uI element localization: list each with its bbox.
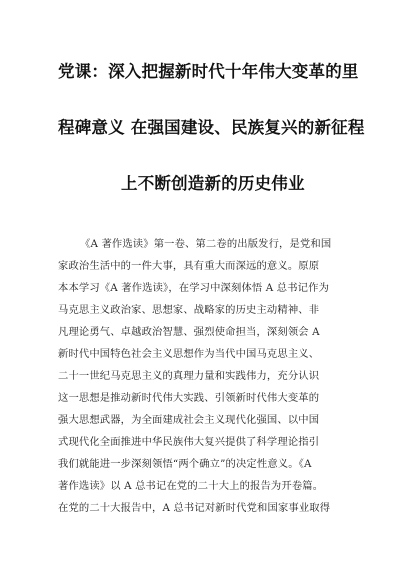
body-line-11: 我们就能进一步深刻领悟“两个确立”的决定性意义。《A [58,458,312,470]
title-line-3: 上不断创造新的历史伟业 [121,174,305,193]
title-line-1: 党课：深入把握新时代十年伟大变革的里 [58,62,359,81]
body-line-9: 强大思想武器，为全面建成社会主义现代化强国、以中国 [58,414,320,426]
body-line-7: 二十一世纪马克思主义的真理力量和实践伟力，充分认识 [58,370,320,382]
body-line-4: 马克思主义政治家、思想家、战略家的历史主动精神、非 [58,304,320,316]
body-line-2: 家政治生活中的一件大事，具有重大而深远的意义。原原 [58,260,320,272]
body-line-13: 在党的二十大报告中，A 总书记对新时代党和国家事业取得 [58,502,331,514]
body-line-10: 式现代化全面推进中华民族伟大复兴提供了科学理论指引 [58,436,320,448]
body-line-8: 这一思想是推动新时代伟大实践、引领新时代伟大变革的 [58,392,320,404]
body-line-5: 凡理论勇气、卓越政治智慧、强烈使命担当，深刻领会 A [58,326,320,338]
title-line-2: 程碑意义 在强国建设、民族复兴的新征程 [58,118,365,137]
body-line-1: 《A 著作选读》第一卷、第二卷的出版发行，是党和国 [80,238,332,250]
body-line-6: 新时代中国特色社会主义思想作为当代中国马克思主义、 [58,348,320,360]
body-line-3: 本本学习《A 著作选读》，在学习中深刻体悟 A 总书记作为 [58,282,330,294]
body-line-12: 著作选读》以 A 总书记在党的二十大上的报告为开卷篇。 [58,480,324,492]
